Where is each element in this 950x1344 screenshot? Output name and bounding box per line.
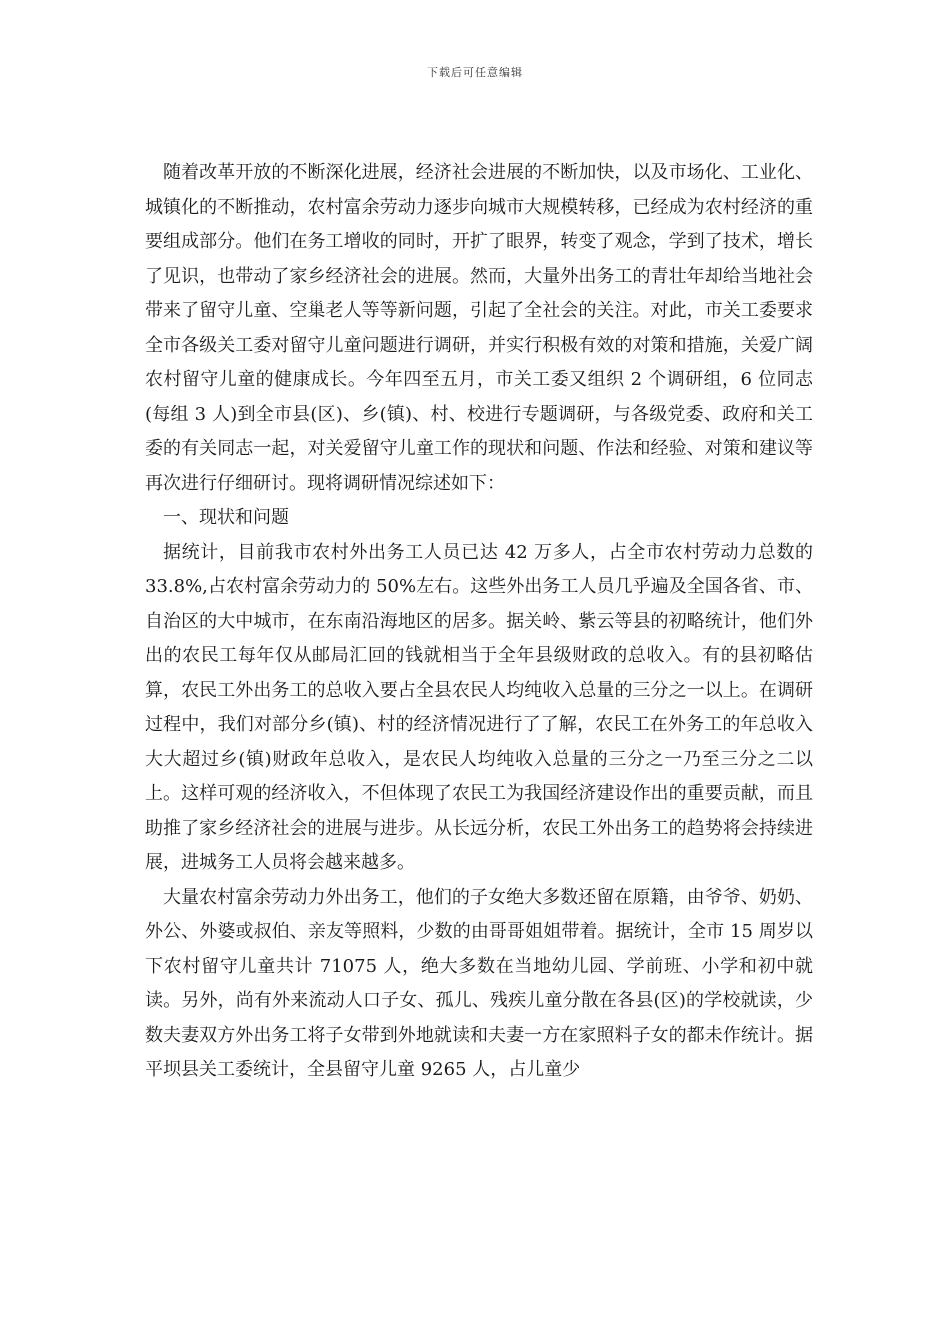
document-body: [145, 156, 813, 1088]
page-header: 下载后可任意编辑: [427, 66, 523, 79]
paragraph-left-behind-children: 大量农村富余劳动力外出务工，他们的子女绝大多数还留在原籍，由爷爷、奶奶、外公、外婆或叔伯、亲友等照料，少数的由哥哥姐姐带着。据统计，全市 15 周岁以下农村留守儿童共计 71075 人，绝大多数在当地幼儿园、学前班、小学和初中就读。另外，尚有外来流动人口子女、孤儿、残疾儿童分散在各县(区)的学校就读，少数夫妻双方外出务工将子女带到外地就读和夫妻一方在家照料子女的都未作统计。据平坝县关工委统计，全县留守儿童 9265 人，占儿童少: [145, 886, 813, 1080]
section-heading: 一、现状和问题: [163, 507, 289, 528]
paragraph-statistics: 据统计，目前我市农村外出务工人员已达 42 万多人，占全市农村劳动力总数的 33.8%,占农村富余劳动力的 50%左右。这些外出务工人员几乎遍及全国各省、市、自治区的大中城市，在东南沿海地区的居多。据关岭、紫云等县的初略统计，他们外出的农民工每年仅从邮局汇回的钱就相当于全年县级财政的总收入。有的县初略估算，农民工外出务工的总收入要占全县农民人均纯收入总量的三分之一以上。在调研过程中，我们对部分乡(镇)、村的经济情况进行了了解，农民工在外务工的年总收入大大超过乡(镇)财政年总收入，是农民人均纯收入总量的三分之一乃至三分之二以上。这样可观的经济收入，不但体现了农民工为我国经济建设作出的重要贡献，而且助推了家乡经济社会的进展与进步。从长远分析，农民工外出务工的趋势将会持续进展，进城务工人员将会越来越多。: [145, 541, 813, 873]
paragraph-intro: 随着改革开放的不断深化进展，经济社会进展的不断加快，以及市场化、工业化、城镇化的不断推动，农村富余劳动力逐步向城市大规模转移，已经成为农村经济的重要组成部分。他们在务工增收的同时，开扩了眼界，转变了观念，学到了技术，增长了见识，也带动了家乡经济社会的进展。然而，大量外出务工的青壮年却给当地社会带来了留守儿童、空巢老人等等新问题，引起了全社会的关注。对此，市关工委要求全市各级关工委对留守儿童问题进行调研，并实行积极有效的对策和措施，关爱广阔农村留守儿童的健康成长。今年四至五月，市关工委又组织 2 个调研组，6 位同志(每组 3 人)到全市县(区)、乡(镇)、村、校进行专题调研，与各级党委、政府和关工委的有关同志一起，对关爱留守儿童工作的现状和问题、作法和经验、对策和建议等再次进行仔细研讨。现将调研情况综述如下：: [145, 162, 813, 494]
